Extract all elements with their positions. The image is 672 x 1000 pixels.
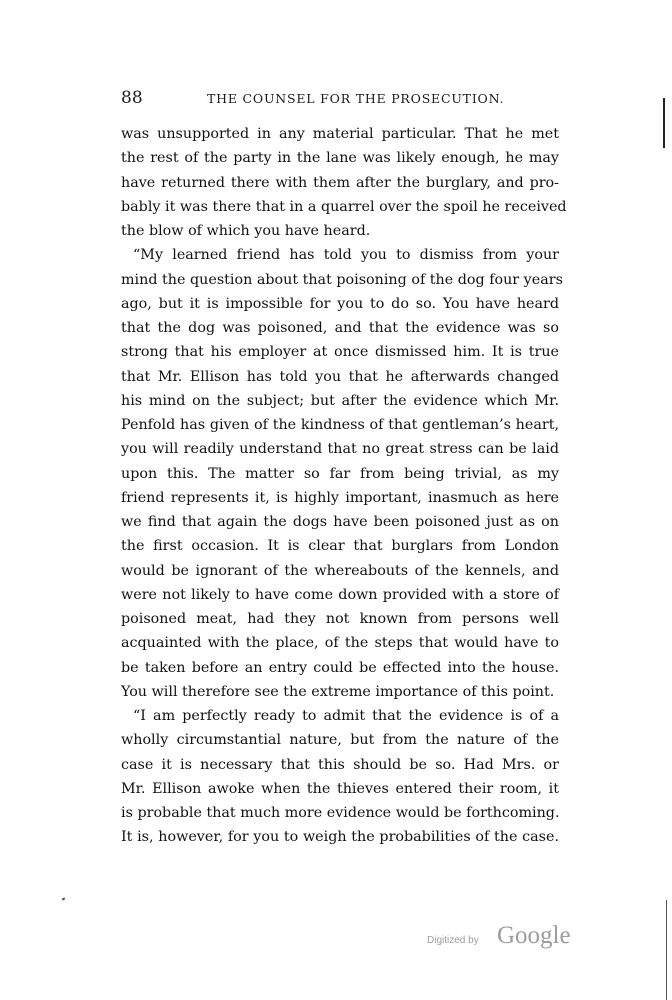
text-line: were not likely to have come down provided with a store of	[121, 586, 559, 603]
text-line: “My learned friend has told you to dismiss from your	[133, 247, 559, 264]
text-line: the blow of which you have heard.	[121, 223, 371, 239]
body-text	[121, 122, 567, 850]
text-line: was unsupported in any material particular. That he met	[121, 126, 559, 142]
digitized-watermark	[427, 922, 577, 954]
text-line: that the dog was poisoned, and that the evidence was so	[121, 320, 559, 336]
text-line: “I am perfectly ready to admit that the evidence is of a	[133, 708, 559, 724]
text-line: the rest of the party in the lane was likely enough, he may	[121, 150, 559, 167]
margin-mark	[663, 98, 665, 148]
text-line: his mind on the subject; but after the evidence which Mr.	[121, 392, 559, 409]
text-line: the first occasion. It is clear that burglars from London	[121, 538, 559, 555]
text-line: strong that his employer at once dismissed him. It is true	[121, 344, 559, 361]
scan-speck	[62, 897, 66, 900]
text-line: bably it was there that in a quarrel over the spoil he received	[121, 198, 567, 215]
page-number: 88	[121, 88, 143, 108]
text-line: poisoned meat, had they not known from persons well	[121, 611, 559, 627]
text-line: have returned there with them after the burglary, and pro-	[121, 174, 559, 191]
text-line: is probable that much more evidence would be forthcoming.	[121, 805, 560, 821]
google-logo: Google	[497, 922, 571, 949]
text-line: that Mr. Ellison has told you that he afterwards changed	[121, 368, 559, 385]
text-line: we find that again the dogs have been poisoned just as on	[121, 514, 559, 530]
text-line: case it is necessary that this should be so. Had Mrs. or	[121, 756, 559, 773]
text-line: would be ignorant of the whereabouts of the kennels, and	[121, 562, 559, 579]
page-header	[121, 88, 559, 110]
text-line: wholly circumstantial nature, but from the nature of the	[121, 732, 559, 749]
text-line: acquainted with the place, of the steps that would have to	[121, 635, 559, 652]
text-line: you will readily understand that no great stress can be laid	[121, 441, 559, 458]
text-line: It is, however, for you to weigh the probabilities of the case.	[121, 829, 559, 846]
watermark-prefix: Digitized by	[427, 935, 479, 946]
text-line: be taken before an entry could be effected into the house.	[121, 659, 559, 676]
page-edge	[666, 900, 667, 1000]
text-line: Penfold has given of the kindness of that gentleman’s heart,	[121, 417, 559, 433]
text-line: You will therefore see the extreme importance of this point.	[121, 683, 555, 700]
text-line: mind the question about that poisoning of the dog four years	[121, 271, 563, 288]
text-line: friend represents it, is highly important, inasmuch as here	[121, 489, 559, 506]
text-line: upon this. The matter so far from being trivial, as my	[121, 465, 559, 482]
text-line: Mr. Ellison awoke when the thieves entered their room, it	[121, 780, 559, 797]
running-title: THE COUNSEL FOR THE PROSECUTION.	[207, 91, 505, 106]
text-line: ago, but it is impossible for you to do so. You have heard	[121, 295, 559, 312]
